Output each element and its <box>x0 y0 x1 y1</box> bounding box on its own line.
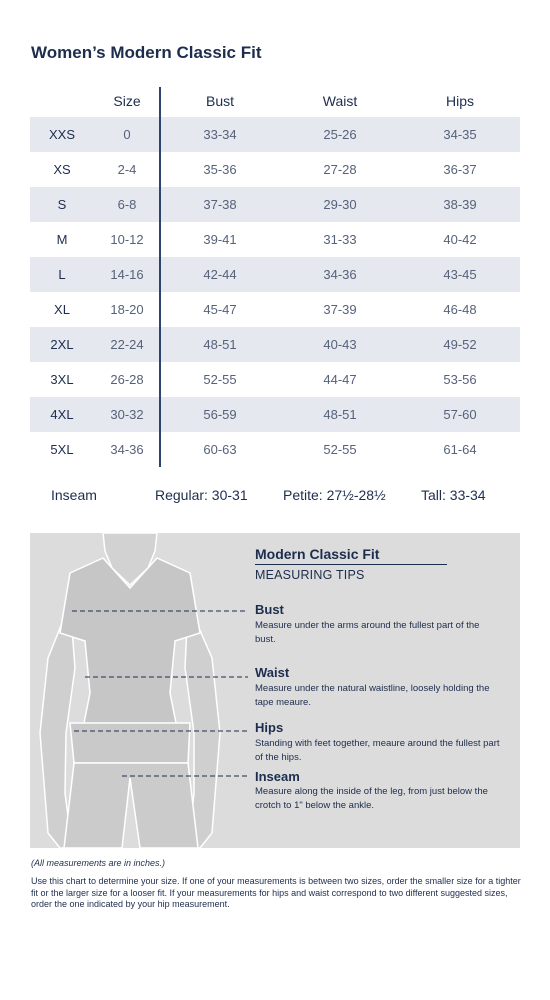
header-bust: Bust <box>205 93 234 109</box>
header-hips: Hips <box>445 93 474 109</box>
header-waist: Waist <box>322 93 358 109</box>
row-size: 26-28 <box>110 372 144 387</box>
measuring-tips-panel <box>30 533 520 848</box>
row-label: XS <box>53 162 71 177</box>
inseam-label: Inseam <box>51 487 97 503</box>
row-waist: 40-43 <box>323 337 357 352</box>
table-row <box>30 362 520 397</box>
row-hips: 34-35 <box>443 127 477 142</box>
waist-description: Measure under the natural waistline, loosely holding the tape meaure. <box>255 683 490 708</box>
bust-heading: Bust <box>255 602 284 617</box>
row-bust: 48-51 <box>203 337 237 352</box>
row-bust: 42-44 <box>203 267 237 282</box>
column-divider <box>159 87 161 467</box>
row-label: S <box>57 197 67 212</box>
measurement-units-note: (All measurements are in inches.) <box>31 858 166 868</box>
row-bust: 60-63 <box>203 442 237 457</box>
row-size: 6-8 <box>117 197 137 212</box>
row-bust: 52-55 <box>203 372 237 387</box>
row-bust: 45-47 <box>203 302 237 317</box>
inseam-heading: Inseam <box>255 769 300 784</box>
row-hips: 36-37 <box>443 162 477 177</box>
row-hips: 61-64 <box>443 442 477 457</box>
row-waist: 48-51 <box>323 407 357 422</box>
table-row <box>30 152 520 187</box>
tips-subtitle: MEASURING TIPS <box>255 568 365 582</box>
tips-title: Modern Classic Fit <box>255 546 380 562</box>
table-row <box>30 397 520 432</box>
table-row <box>30 187 520 222</box>
row-label: 5XL <box>50 442 74 457</box>
row-size: 14-16 <box>110 267 144 282</box>
row-hips: 40-42 <box>443 232 477 247</box>
row-hips: 38-39 <box>443 197 477 212</box>
row-waist: 27-28 <box>323 162 357 177</box>
hips-description: Standing with feet together, meaure around the fullest part of the hips. <box>255 738 500 763</box>
row-size: 18-20 <box>110 302 144 317</box>
row-bust: 35-36 <box>203 162 237 177</box>
row-waist: 37-39 <box>323 302 357 317</box>
page-title: Women’s Modern Classic Fit <box>31 43 262 62</box>
inseam-regular: Regular: 30-31 <box>155 487 248 503</box>
row-bust: 37-38 <box>203 197 237 212</box>
header-size: Size <box>113 93 141 109</box>
row-size: 34-36 <box>110 442 144 457</box>
row-label: 2XL <box>50 337 74 352</box>
row-hips: 46-48 <box>443 302 477 317</box>
row-label: L <box>58 267 66 282</box>
table-row <box>30 222 520 257</box>
row-waist: 25-26 <box>323 127 357 142</box>
table-body <box>30 117 520 467</box>
row-hips: 49-52 <box>443 337 477 352</box>
row-hips: 43-45 <box>443 267 477 282</box>
row-label: XXS <box>48 127 75 142</box>
row-waist: 31-33 <box>323 232 357 247</box>
row-size: 2-4 <box>117 162 137 177</box>
row-label: M <box>56 232 68 247</box>
sizing-instructions: Use this chart to determine your size. If one of your measurements is between two sizes, order the smaller size for a tighter fit or the larger size for a looser fit. If your measurements for hips and waist correspond to two different suggested sizes, order the one indicated by your hip measurement. <box>31 876 521 909</box>
row-waist: 29-30 <box>323 197 357 212</box>
row-bust: 56-59 <box>203 407 237 422</box>
inseam-tall: Tall: 33-34 <box>421 487 486 503</box>
row-waist: 34-36 <box>323 267 357 282</box>
bust-description: Measure under the arms around the fullest part of the bust. <box>255 620 480 645</box>
row-label: 4XL <box>50 407 74 422</box>
row-waist: 52-55 <box>323 442 357 457</box>
row-size: 22-24 <box>110 337 144 352</box>
inseam-description: Measure along the inside of the leg, from just below the crotch to 1" below the ankle. <box>255 786 488 811</box>
table-row <box>30 257 520 292</box>
table-header <box>30 87 520 117</box>
row-bust: 39-41 <box>203 232 237 247</box>
hips-heading: Hips <box>255 720 284 735</box>
row-hips: 57-60 <box>443 407 477 422</box>
row-bust: 33-34 <box>203 127 237 142</box>
row-size: 0 <box>123 127 131 142</box>
row-hips: 53-56 <box>443 372 477 387</box>
row-label: XL <box>54 302 70 317</box>
table-row <box>30 327 520 362</box>
row-size: 30-32 <box>110 407 144 422</box>
tips-title-rule <box>255 564 447 565</box>
row-size: 10-12 <box>110 232 144 247</box>
body-figure-illustration <box>30 533 260 848</box>
row-label: 3XL <box>50 372 74 387</box>
waist-heading: Waist <box>255 665 290 680</box>
table-row <box>30 292 520 327</box>
row-waist: 44-47 <box>323 372 357 387</box>
table-row <box>30 432 520 467</box>
table-row <box>30 117 520 152</box>
inseam-petite: Petite: 27½-28½ <box>283 487 386 503</box>
